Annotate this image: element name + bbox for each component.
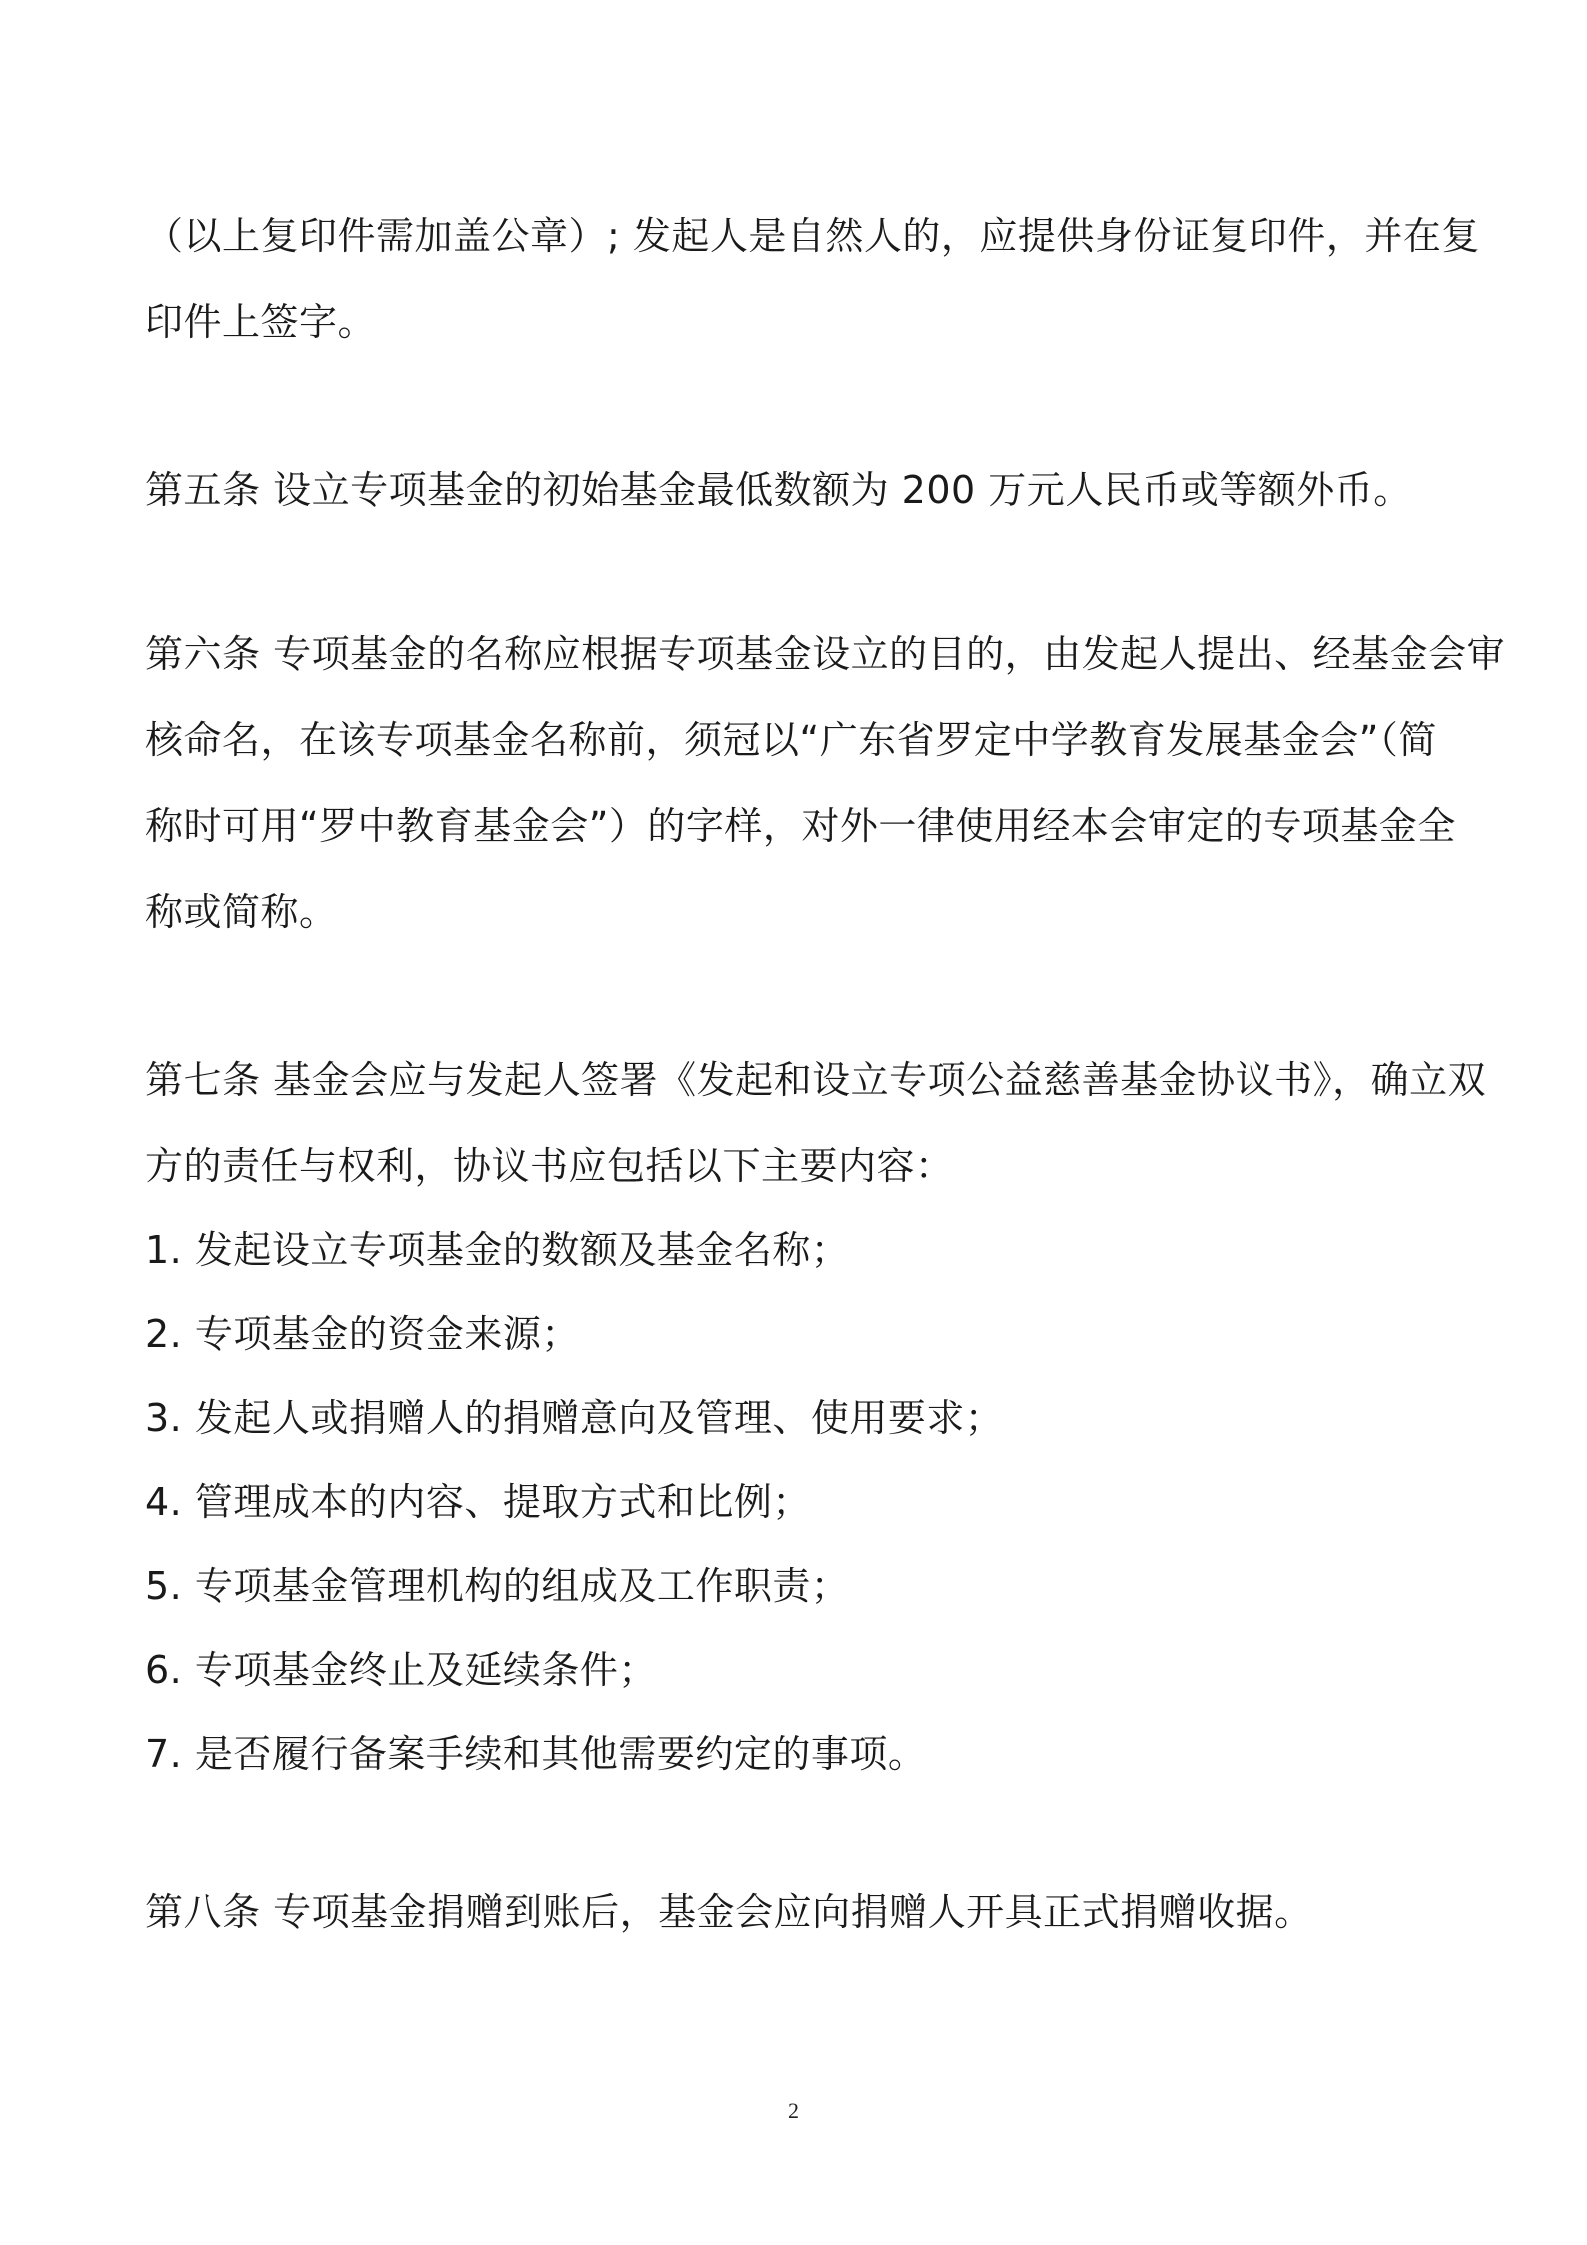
page-number: 2 — [788, 2098, 799, 2123]
text-line: 称时可用“罗中教育基金会”）的字样，对外一律使用经本会审定的专项基金全 — [145, 804, 1456, 848]
list-item: 3. 发起人或捐赠人的捐赠意向及管理、使用要求； — [145, 1396, 1004, 1440]
list-item: 2. 专项基金的资金来源； — [145, 1312, 580, 1356]
text-line: 方的责任与权利，协议书应包括以下主要内容： — [145, 1144, 954, 1188]
text-line: （以上复印件需加盖公章）; 发起人是自然人的，应提供身份证复印件，并在复 — [145, 214, 1480, 258]
article-5: 第五条 设立专项基金的初始基金最低数额为 200 万元人民币或等额外币。 — [145, 468, 1412, 512]
article-6: 第六条 专项基金的名称应根据专项基金设立的目的，由发起人提出、经基金会审 — [145, 632, 1506, 676]
list-item: 4. 管理成本的内容、提取方式和比例； — [145, 1480, 811, 1524]
text-line: 称或简称。 — [145, 890, 338, 934]
list-item: 7. 是否履行备案手续和其他需要约定的事项。 — [145, 1732, 927, 1776]
article-8: 第八条 专项基金捐赠到账后，基金会应向捐赠人开具正式捐赠收据。 — [145, 1890, 1313, 1934]
list-item: 6. 专项基金终止及延续条件； — [145, 1648, 657, 1692]
text-line: 核命名，在该专项基金名称前，须冠以“广东省罗定中学教育发展基金会”（简 — [145, 718, 1437, 762]
list-item: 5. 专项基金管理机构的组成及工作职责； — [145, 1564, 850, 1608]
text-line: 印件上签字。 — [145, 300, 377, 344]
article-7: 第七条 基金会应与发起人签署《发起和设立专项公益慈善基金协议书》，确立双 — [145, 1058, 1487, 1102]
list-item: 1. 发起设立专项基金的数额及基金名称； — [145, 1228, 850, 1272]
